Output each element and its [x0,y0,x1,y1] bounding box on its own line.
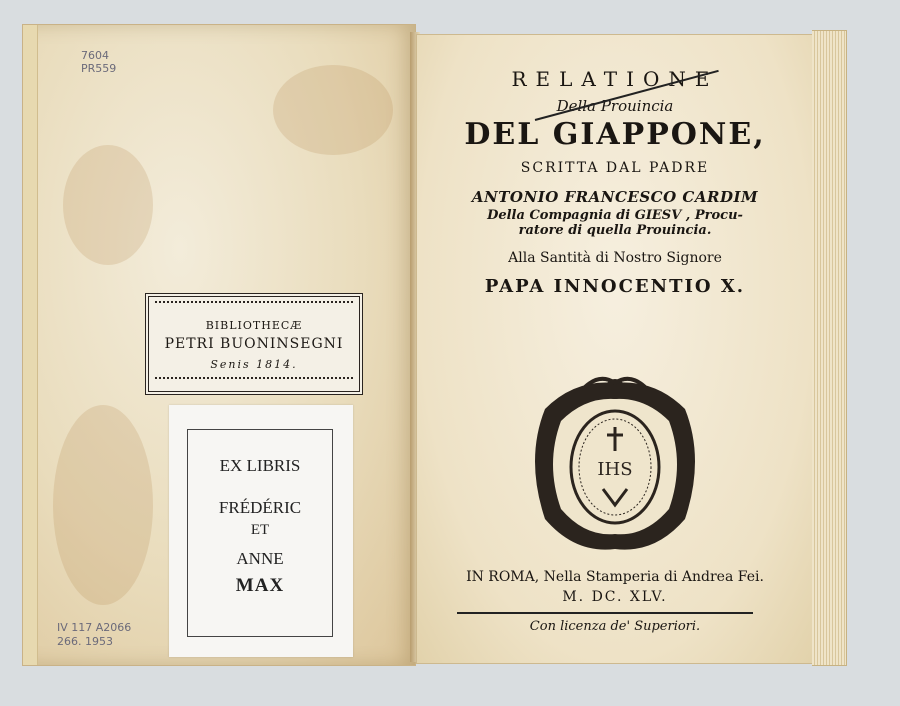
bookplate-line: BIBLIOTHECÆ [205,319,303,332]
dedication: Alla Santità di Nostro Signore [508,250,722,266]
ex-libris-surname: MAX [235,575,285,596]
rule-line [457,612,753,614]
ihs-monogram: IHS [597,459,633,480]
main-title: DEL GIAPPONE, [464,117,766,152]
pencil-shelfmark [81,49,116,75]
license-line: Con licenza de' Superiori. [529,619,701,634]
pencil-note: 266. 1953 [57,635,113,648]
author-affiliation: ratore di quella Prouincia. [518,223,712,238]
title: RELATIONE [511,67,719,91]
ex-libris-heading: EX LIBRIS [219,456,301,475]
ex-libris-name: FRÉDÉRIC [218,498,302,517]
bookplate-owner: PETRI BUONINSEGNI [164,336,344,352]
subtitle: Della Prouincia [556,97,674,115]
ex-libris-frame [187,429,333,637]
pencil-note: IV 117 A2066 [57,621,132,634]
scritta-line: SCRITTA DAL PADRE [520,160,710,176]
imprint-place: IN ROMA, Nella Stamperia di Andrea Fei. [466,569,764,585]
page-edge [23,25,38,665]
pencil-note: PR559 [81,62,117,75]
ornament-border [155,377,353,387]
stain [273,65,393,155]
ex-libris-conjunction: ET [250,522,270,538]
open-book [22,20,852,670]
ex-libris-name: ANNE [236,549,284,568]
pencil-notes-bottom [57,621,131,649]
ornament-border [155,301,353,311]
title-page [416,34,814,664]
stain [63,145,153,265]
left-endpaper [22,24,416,666]
stain [53,405,153,605]
author-name: ANTONIO FRANCESCO CARDIM [471,188,759,206]
jesuit-emblem-icon [515,369,715,559]
page-block-edge [812,30,847,666]
bookplate-date: Senis 1814. [210,358,298,371]
buoninsegni-bookplate [145,293,363,395]
pencil-note: 7604 [81,49,109,62]
author-affiliation: Della Compagnia di GIESV , Procu- [487,208,743,223]
ex-libris-label [169,405,353,657]
dedicatee: PAPA INNOCENTIO X. [484,276,746,297]
imprint-year: M. DC. XLV. [562,589,668,605]
